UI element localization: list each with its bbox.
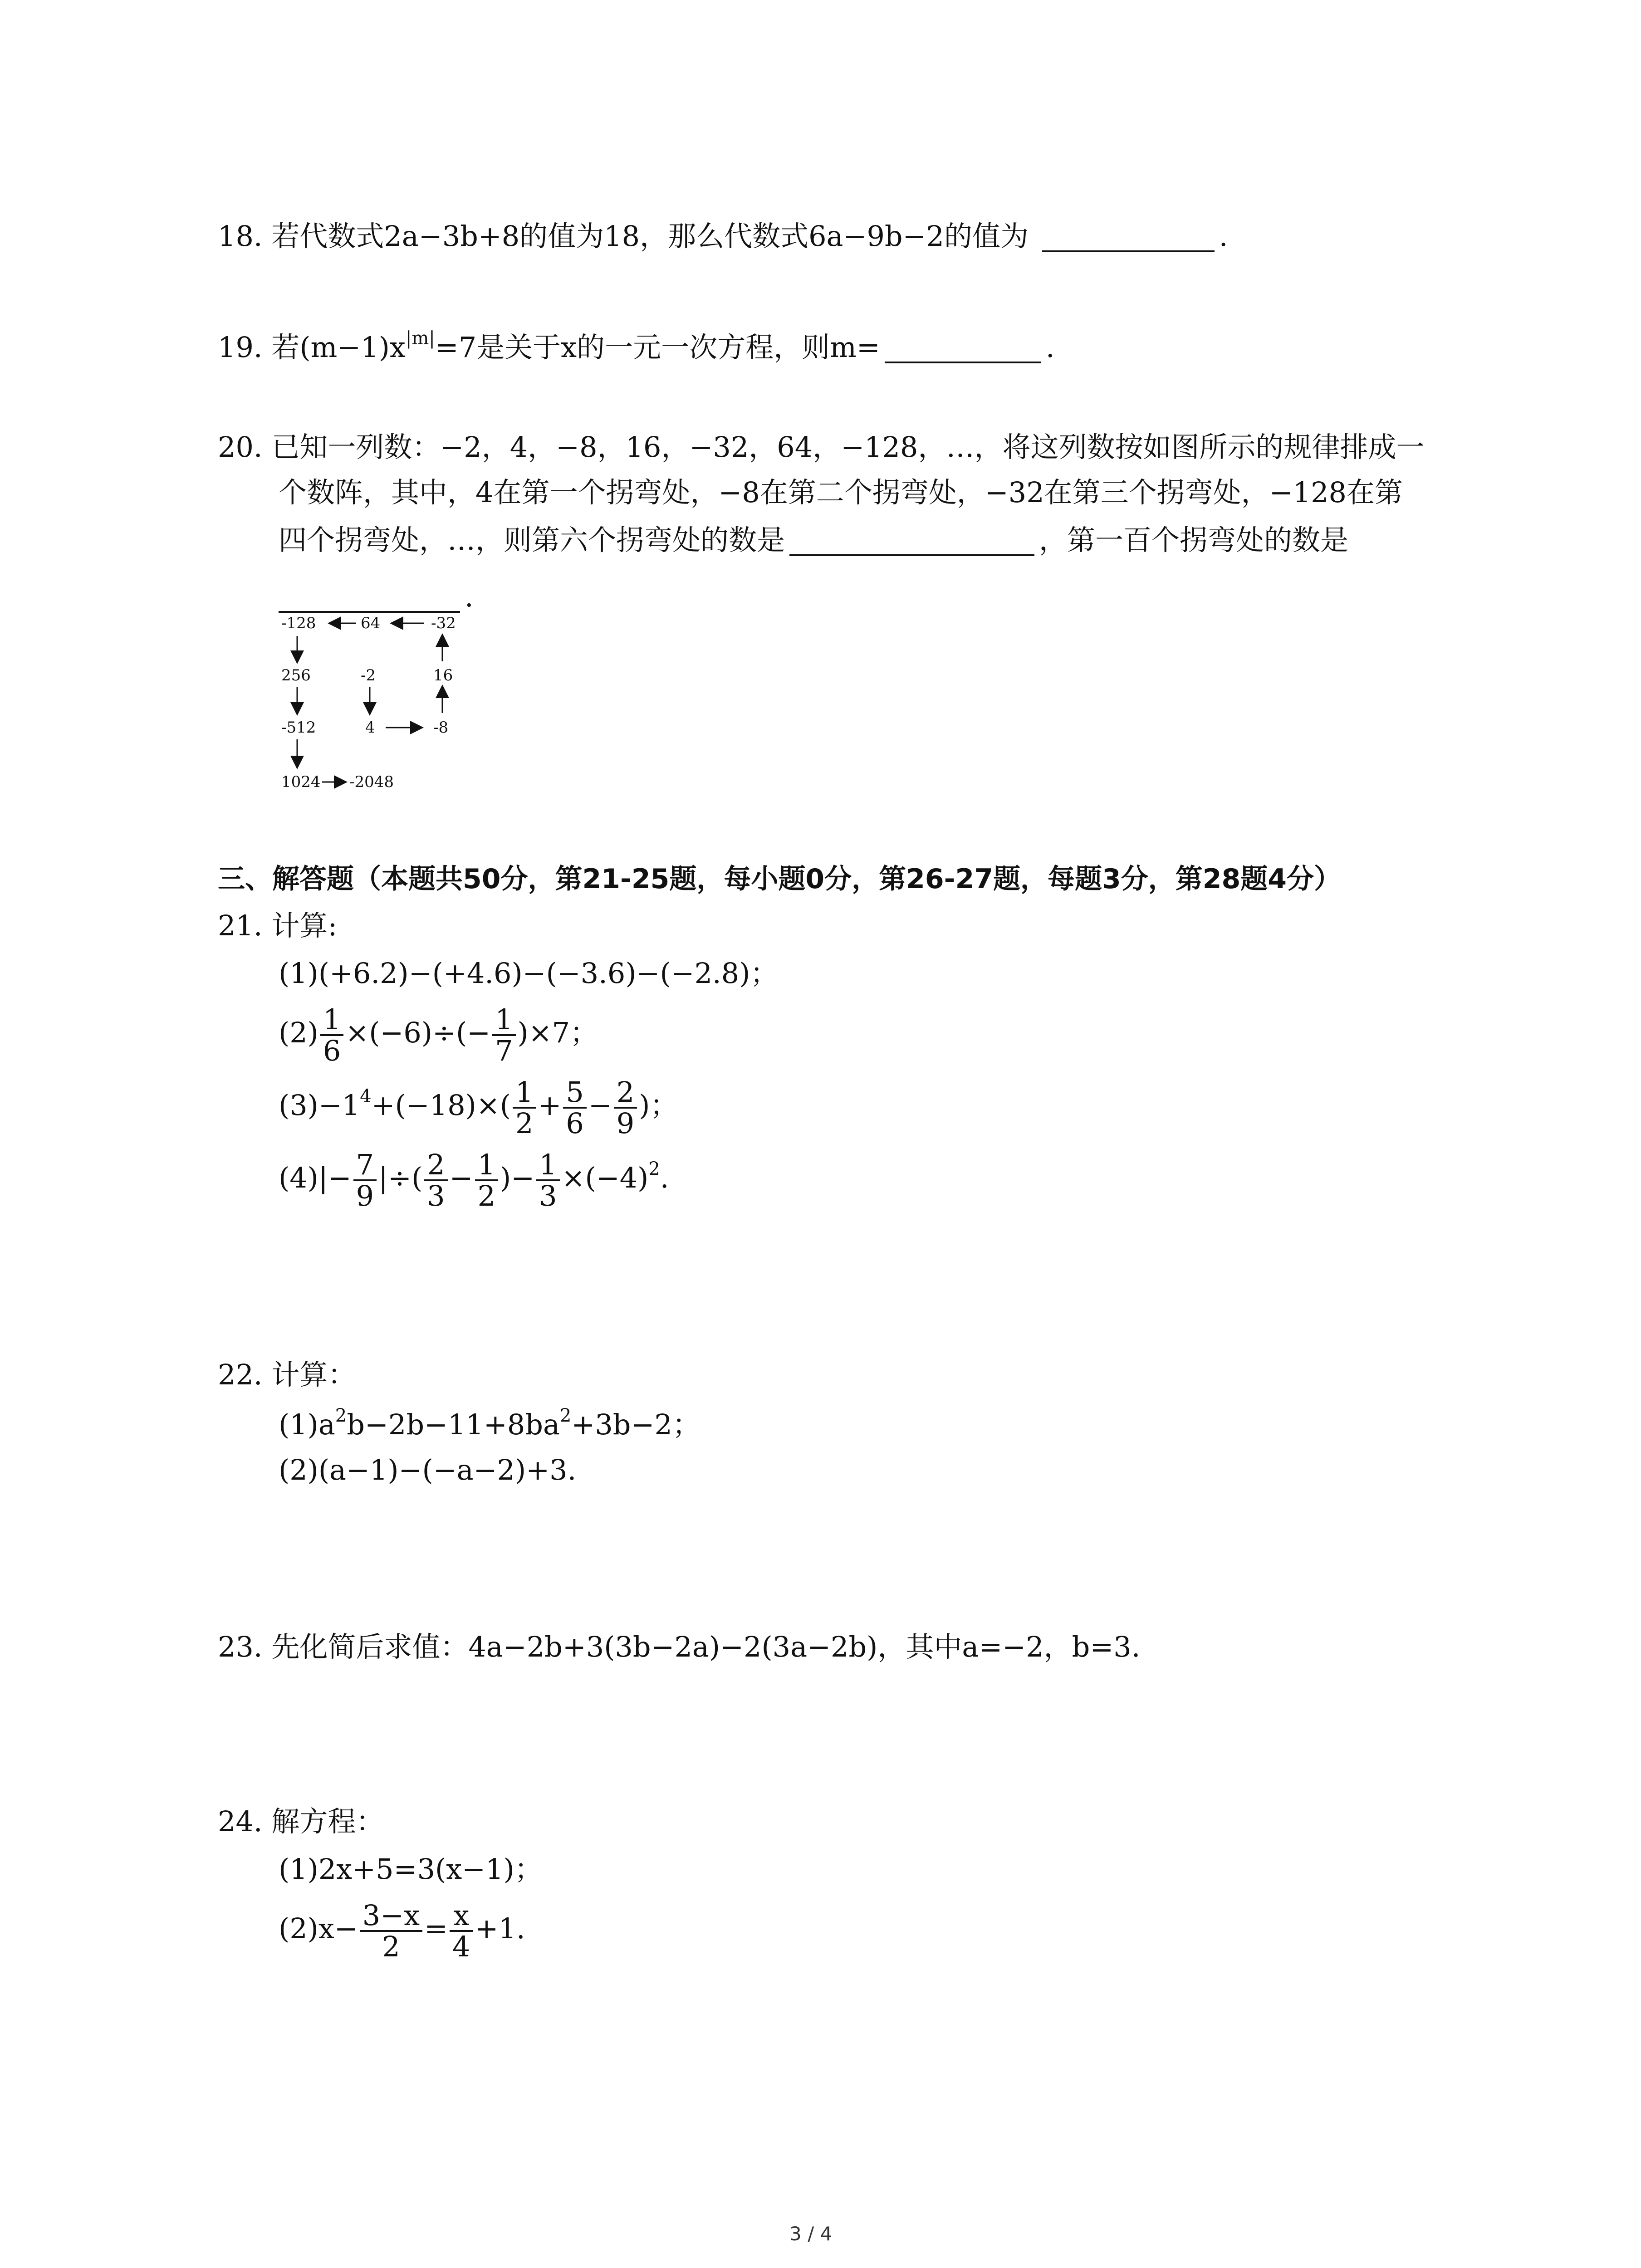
q21-part-1: (1)(+6.2)−(+4.6)−(−3.6)−(−2.8)；	[279, 957, 779, 990]
question-21	[218, 909, 338, 942]
question-number: 18.	[218, 220, 263, 253]
numerator: 2	[614, 1077, 637, 1109]
fraction	[360, 1899, 422, 1964]
figure-number: 4	[365, 719, 375, 737]
question-line-3a: 四个拐弯处，…，则第六个拐弯处的数是	[279, 523, 785, 557]
question-20-line-2: 个数阵，其中，4在第一个拐弯处，−8在第二个拐弯处，−32在第三个拐弯处，−128在第	[279, 476, 1403, 509]
figure-number: -2	[361, 666, 376, 684]
exponent: |m|	[405, 328, 435, 349]
question-number: 20.	[218, 430, 263, 464]
numerator: 2	[424, 1150, 447, 1181]
q22-part-1	[279, 1405, 700, 1441]
figure-number: 1024	[281, 773, 321, 791]
question-number: 22.	[218, 1358, 263, 1391]
q24-part-2	[279, 1899, 525, 1964]
question-text: 先化简后求值：4a−2b+3(3b−2a)−2(3a−2b)，其中a=−2，b=3.	[271, 1630, 1141, 1663]
denominator: 4	[452, 1930, 470, 1964]
question-22	[218, 1358, 356, 1391]
numerator: 1	[492, 1005, 515, 1036]
question-line-3b: ，第一百个拐弯处的数是	[1039, 523, 1349, 557]
fraction	[320, 1005, 343, 1066]
numerator: 7	[353, 1150, 377, 1181]
question-text: 若代数式2a−3b+8的值为18，那么代数式6a−9b−2的值为	[271, 220, 1029, 253]
denominator: 9	[356, 1179, 374, 1213]
fraction	[513, 1077, 536, 1138]
figure-number: -2048	[349, 773, 394, 791]
denominator: 3	[427, 1179, 445, 1213]
answer-blank[interactable]	[1042, 222, 1215, 252]
question-19	[218, 328, 1055, 364]
question-18	[218, 222, 1228, 252]
expr-text: .	[660, 1161, 669, 1195]
numerator: 3−x	[360, 1901, 422, 1932]
denominator: 9	[616, 1107, 635, 1140]
figure-number: 64	[361, 614, 381, 632]
expr-text: +(−18)×(	[371, 1089, 511, 1122]
denominator: 2	[477, 1179, 496, 1213]
question-20-line-3	[279, 523, 1349, 557]
question-20-line-4	[279, 580, 474, 613]
figure-number: 256	[281, 666, 311, 684]
expr-text: (4)|−	[279, 1161, 352, 1195]
fraction	[536, 1150, 559, 1211]
exponent: 4	[360, 1086, 372, 1107]
number-spiral-figure	[277, 612, 476, 807]
denominator: 3	[539, 1179, 557, 1213]
question-end: .	[1219, 220, 1228, 253]
question-end: .	[1045, 331, 1055, 364]
q21-part-4	[279, 1150, 669, 1211]
operator: −	[449, 1161, 473, 1195]
fraction	[450, 1899, 473, 1964]
question-text-post: =7是关于x的一元一次方程，则m=	[435, 331, 880, 364]
question-24	[218, 1805, 384, 1838]
figure-number: -8	[433, 719, 449, 737]
question-line-1: 已知一列数：−2，4，−8，16，−32，64，−128，…，将这列数按如图所示的规律排成一	[271, 430, 1425, 464]
q21-part-3	[279, 1077, 678, 1138]
numerator: 1	[513, 1077, 536, 1109]
question-23	[218, 1630, 1141, 1663]
denominator: 6	[323, 1034, 341, 1068]
expr-text: )×7；	[517, 1016, 598, 1050]
expr-text: (1)a	[279, 1408, 335, 1441]
numerator: 1	[320, 1005, 343, 1036]
expr-text: ×(−4)	[561, 1161, 649, 1195]
page-number: 3 / 4	[789, 2223, 833, 2245]
numerator: 1	[536, 1150, 559, 1181]
expr-text: +1.	[475, 1912, 525, 1945]
answer-blank-6th[interactable]	[789, 526, 1034, 556]
fraction	[614, 1077, 637, 1138]
section-heading: 三、解答题（本题共50分，第21-25题，每小题0分，第26-27题，每题3分，第28题4分）	[218, 863, 1342, 895]
question-number: 19.	[218, 331, 263, 364]
expr-text: )；	[639, 1089, 678, 1122]
denominator: 2	[515, 1107, 534, 1140]
question-label: 计算：	[271, 1358, 356, 1391]
fraction	[424, 1150, 447, 1211]
expr-text: |÷(	[378, 1161, 423, 1195]
q24-part-1: (1)2x+5=3(x−1)；	[279, 1853, 543, 1886]
expr-text: (3)−1	[279, 1089, 360, 1122]
exponent: 2	[559, 1405, 572, 1426]
denominator: 6	[566, 1107, 584, 1140]
operator: −	[588, 1089, 612, 1122]
figure-number: 16	[433, 666, 453, 684]
operator: +	[538, 1089, 562, 1122]
expr-text: b−2b−11+8ba	[347, 1408, 560, 1441]
question-number: 23.	[218, 1630, 263, 1663]
numerator: x	[450, 1901, 473, 1932]
question-label: 计算:	[271, 909, 338, 942]
expr-text: )−	[500, 1161, 535, 1195]
q21-part-2	[279, 1005, 598, 1066]
numerator: 5	[563, 1077, 586, 1109]
expr-text: (2)x−	[279, 1912, 358, 1945]
fraction	[475, 1150, 498, 1211]
expr-text: (2)	[279, 1016, 318, 1050]
fraction	[563, 1077, 586, 1138]
expr-text: ×(−6)÷(−	[345, 1016, 491, 1050]
question-number: 21.	[218, 909, 263, 942]
figure-number: -512	[281, 719, 316, 737]
figure-number: -128	[281, 614, 316, 632]
fraction	[492, 1005, 515, 1066]
denominator: 2	[382, 1930, 400, 1964]
expr-text: =	[424, 1912, 448, 1945]
denominator: 7	[495, 1034, 513, 1068]
question-end: .	[465, 580, 474, 613]
question-20	[218, 430, 1425, 464]
q22-part-2: (2)(a−1)−(−a−2)+3.	[279, 1453, 577, 1486]
expr-text: +3b−2；	[571, 1408, 700, 1441]
question-label: 解方程：	[271, 1805, 384, 1838]
fraction	[353, 1150, 377, 1211]
figure-number: -32	[431, 614, 456, 632]
question-text-pre: 若(m−1)x	[271, 331, 406, 364]
answer-blank[interactable]	[885, 333, 1041, 363]
numerator: 1	[475, 1150, 498, 1181]
exponent: 2	[648, 1158, 660, 1180]
exponent: 2	[335, 1405, 347, 1426]
answer-blank-100th[interactable]	[279, 583, 460, 613]
question-number: 24.	[218, 1805, 263, 1838]
